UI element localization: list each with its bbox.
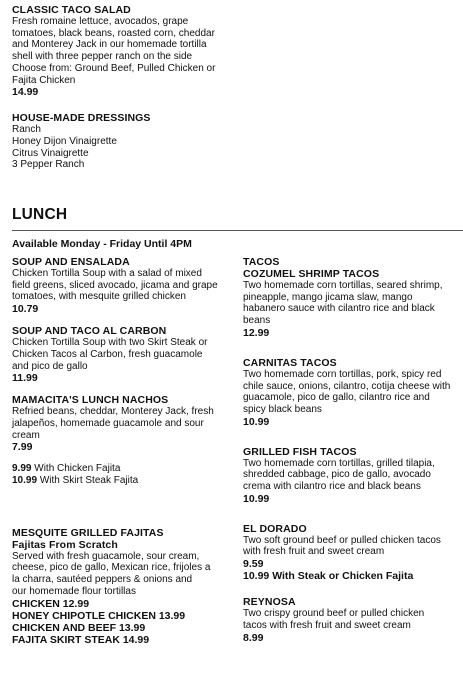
fajita-price: CHICKEN AND BEEF 13.99 <box>12 621 146 634</box>
item-line: tomatoes, with mesquite grilled chicken <box>12 291 186 303</box>
carnitas-tacos <box>243 357 458 428</box>
fajita-price: CHICKEN 12.99 <box>12 597 90 610</box>
item-line: Fresh romaine lettuce, avocados, grape <box>12 16 189 27</box>
item-line: tacos with fresh fruit and sweet cream <box>243 619 411 631</box>
item-line: Chicken Tacos al Carbon, fresh guacamole <box>12 348 203 360</box>
option-price: 10.99 <box>12 475 38 487</box>
item-line: chile sauce, onions, cilantro, cotija cheese with <box>243 380 451 392</box>
item-price: 10.99 <box>243 415 270 428</box>
left-column <box>12 256 234 656</box>
item-line: our homemade flour tortillas <box>12 585 136 597</box>
item-line: shell with three pepper ranch on the side <box>12 51 193 63</box>
item-line: and pico de gallo <box>12 360 88 372</box>
item-price: 10.79 <box>12 303 39 316</box>
item-line: with fresh fruit and sweet cream <box>243 546 385 558</box>
item-price: 12.99 <box>243 326 270 339</box>
item-line: field greens, sliced avocado, jicama and grape <box>12 279 218 291</box>
availability-note: Available Monday - Friday Until 4PM <box>12 238 192 250</box>
top-section <box>12 4 452 185</box>
item-line: spicy black beans <box>243 403 322 415</box>
item-line: habanero sauce with cilantro rice and black <box>243 303 435 315</box>
right-column <box>243 256 458 654</box>
item-line: beans <box>243 315 271 327</box>
item-price: 9.59 <box>243 558 264 571</box>
option-price: 9.99 <box>12 463 32 475</box>
item-line: Refried beans, cheddar, Monterey Jack, fresh <box>12 406 214 418</box>
item-title: COZUMEL SHRIMP TACOS <box>243 268 380 280</box>
item-line: Served with fresh guacamole, sour cream, <box>12 550 200 562</box>
item-title: GRILLED FISH TACOS <box>243 445 357 458</box>
item-line: crema with cilantro rice and black beans <box>243 481 421 493</box>
dressing-item: Honey Dijon Vinaigrette <box>12 135 117 147</box>
item-subtitle: Fajitas From Scratch <box>12 538 118 551</box>
fajita-price: HONEY CHIPOTLE CHICKEN 13.99 <box>12 609 186 622</box>
item-line: Two homemade corn tortillas, pork, spicy red <box>243 368 442 380</box>
item-price: 11.99 <box>12 372 38 385</box>
grilled-fish-tacos <box>243 446 458 505</box>
item-line: and Monterey Jack in our homemade tortilla <box>12 39 207 51</box>
item-line: Choose from: Ground Beef, Pulled Chicken or <box>12 62 216 74</box>
item-title: SOUP AND TACO AL CARBON <box>12 325 167 338</box>
item-line: shredded cabbage, pico de gallo, avocado <box>243 469 431 481</box>
price-option <box>12 463 234 475</box>
item-line: cheese, pico de gallo, Mexican rice, frijoles a <box>12 562 211 574</box>
item-price: 7.99 <box>12 441 33 454</box>
soup-and-taco-al-carbon <box>12 325 234 384</box>
item-price: 8.99 <box>243 631 264 644</box>
item-line: Chicken Tortilla Soup with a salad of mixed <box>12 268 202 279</box>
item-price: 14.99 <box>12 86 39 99</box>
item-line: Fajita Chicken <box>12 74 76 86</box>
option-label: With Skirt Steak Fajita <box>39 475 139 487</box>
item-line: jalapeños, homemade guacamole and sour <box>12 417 204 429</box>
reynosa <box>243 596 458 643</box>
item-line: la charra, sautéed peppers & onions and <box>12 574 193 586</box>
item-title: EL DORADO <box>243 522 307 535</box>
item-title: HOUSE-MADE DRESSINGS <box>12 112 151 125</box>
item-title: MESQUITE GRILLED FAJITAS <box>12 526 164 539</box>
item-line: tomatoes, black beans, roasted corn, cheddar <box>12 27 215 39</box>
dressing-item: Ranch <box>12 124 41 136</box>
item-line: Two homemade corn tortillas, grilled tilapia, <box>243 457 435 469</box>
item-title: MAMACITA'S LUNCH NACHOS <box>12 394 169 407</box>
item-line: Two crispy ground beef or pulled chicken <box>243 608 425 620</box>
item-title: CARNITAS TACOS <box>243 356 337 369</box>
dressing-item: 3 Pepper Ranch <box>12 159 85 171</box>
item-line: Two soft ground beef or pulled chicken tacos <box>243 534 441 546</box>
mamacitas-lunch-nachos <box>12 394 234 487</box>
tacos-heading: TACOS <box>243 256 280 268</box>
house-made-dressings <box>12 112 452 171</box>
item-title: REYNOSA <box>243 596 296 609</box>
item-price: 10.99 <box>243 492 270 505</box>
mesquite-grilled-fajitas <box>12 527 234 646</box>
item-line: Chicken Tortilla Soup with two Skirt Steak or <box>12 337 208 349</box>
item-title: SOUP AND ENSALADA <box>12 256 130 268</box>
lunch-header <box>12 204 463 231</box>
el-dorado <box>243 523 458 582</box>
item-line: guacamole, pico de gallo, cilantro rice and <box>243 392 430 404</box>
dressing-item: Citrus Vinaigrette <box>12 147 89 159</box>
item-title: CLASSIC TACO SALAD <box>12 4 131 16</box>
cozumel-shrimp-tacos <box>243 268 458 339</box>
fajita-price: FAJITA SKIRT STEAK 14.99 <box>12 633 150 646</box>
section-title: LUNCH <box>12 206 68 223</box>
price-option <box>12 475 234 487</box>
option-label: With Chicken Fajita <box>34 463 121 475</box>
item-line: Two homemade corn tortillas, seared shrimp, <box>243 280 443 291</box>
item-line: cream <box>12 429 40 441</box>
item-line: pineapple, mango jicama slaw, mango <box>243 291 413 303</box>
classic-taco-salad <box>12 4 452 98</box>
item-option: 10.99 With Steak or Chicken Fajita <box>243 570 414 583</box>
soup-and-ensalada <box>12 256 234 315</box>
